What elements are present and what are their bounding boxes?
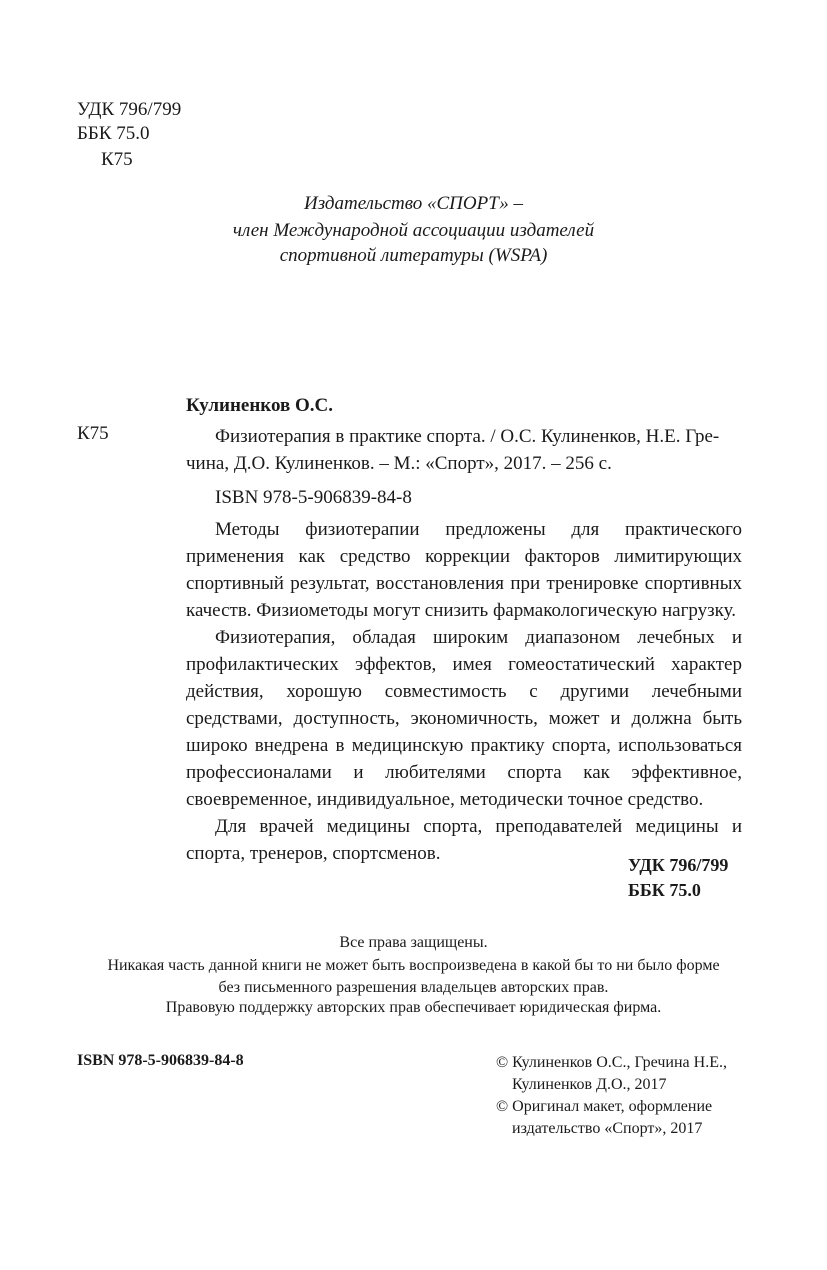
publisher-note-line: спортивной литературы (WSPA): [279, 245, 548, 266]
rights-line: Никакая часть данной книги не может быть воспроизведена в какой бы то ни было форме: [107, 957, 720, 974]
bbk-code-right: ББК 75.0: [628, 880, 701, 900]
rights-line: без письменного разрешения владельцев авторских прав.: [218, 979, 609, 996]
copyright-line: Кулиненков Д.О., 2017: [512, 1076, 667, 1093]
udc-code-right: УДК 796/799: [628, 855, 729, 875]
author-sign-margin: К75: [77, 423, 109, 444]
abstract-paragraph: Для врачей медицины спорта, преподавателей медицины и спорта, тренеров, спортсменов.: [186, 816, 742, 864]
copyright-line: издательство «Спорт», 2017: [512, 1120, 703, 1137]
abstract: [186, 516, 742, 867]
bbk-code: ББК 75.0: [77, 123, 150, 144]
abstract-paragraph: Физиотерапия, обладая широким диапазоном лечебных и профилактических эффектов, имея гомеостатический характер действия, хорошую совместимость с другими лечебными средствами, доступность, экономичность, может и должна быть широко внедрена в медицинскую практику спорта, использоваться профессионалами и любителями спорта как эффективное, своевременное, индивидуальное, методически точное средство.: [186, 627, 742, 810]
copyright-line: © Оригинал макет, оформление: [496, 1098, 713, 1115]
rights-line: Правовую поддержку авторских прав обеспечивает юридическая фирма.: [165, 999, 662, 1016]
bibliographic-description: Физиотерапия в практике спорта. / О.С. Кулиненков, Н.Е. Гре-: [215, 426, 720, 447]
udc-code: УДК 796/799: [77, 99, 182, 120]
author-heading: Кулиненков О.С.: [186, 395, 333, 416]
publisher-note-line: Издательство «СПОРТ» –: [303, 193, 524, 214]
isbn-record: ISBN 978-5-906839-84-8: [215, 487, 412, 508]
author-sign: К75: [101, 149, 133, 170]
bibliographic-description: чина, Д.О. Кулиненков. – М.: «Спорт», 2017. – 256 с.: [186, 453, 612, 474]
abstract-paragraph: Методы физиотерапии предложены для практического применения как средство коррекции факторов лимитирующих спортивный результат, восстановления при тренировке спортивных качеств. Физиометоды могут снизить фармакологическую нагрузку.: [186, 519, 742, 621]
isbn-bottom: ISBN 978-5-906839-84-8: [77, 1052, 244, 1069]
rights-line: Все права защищены.: [339, 934, 488, 951]
copyright-line: © Кулиненков О.С., Гречина Н.Е.,: [496, 1054, 727, 1071]
publisher-note-line: член Международной ассоциации издателей: [232, 220, 595, 241]
